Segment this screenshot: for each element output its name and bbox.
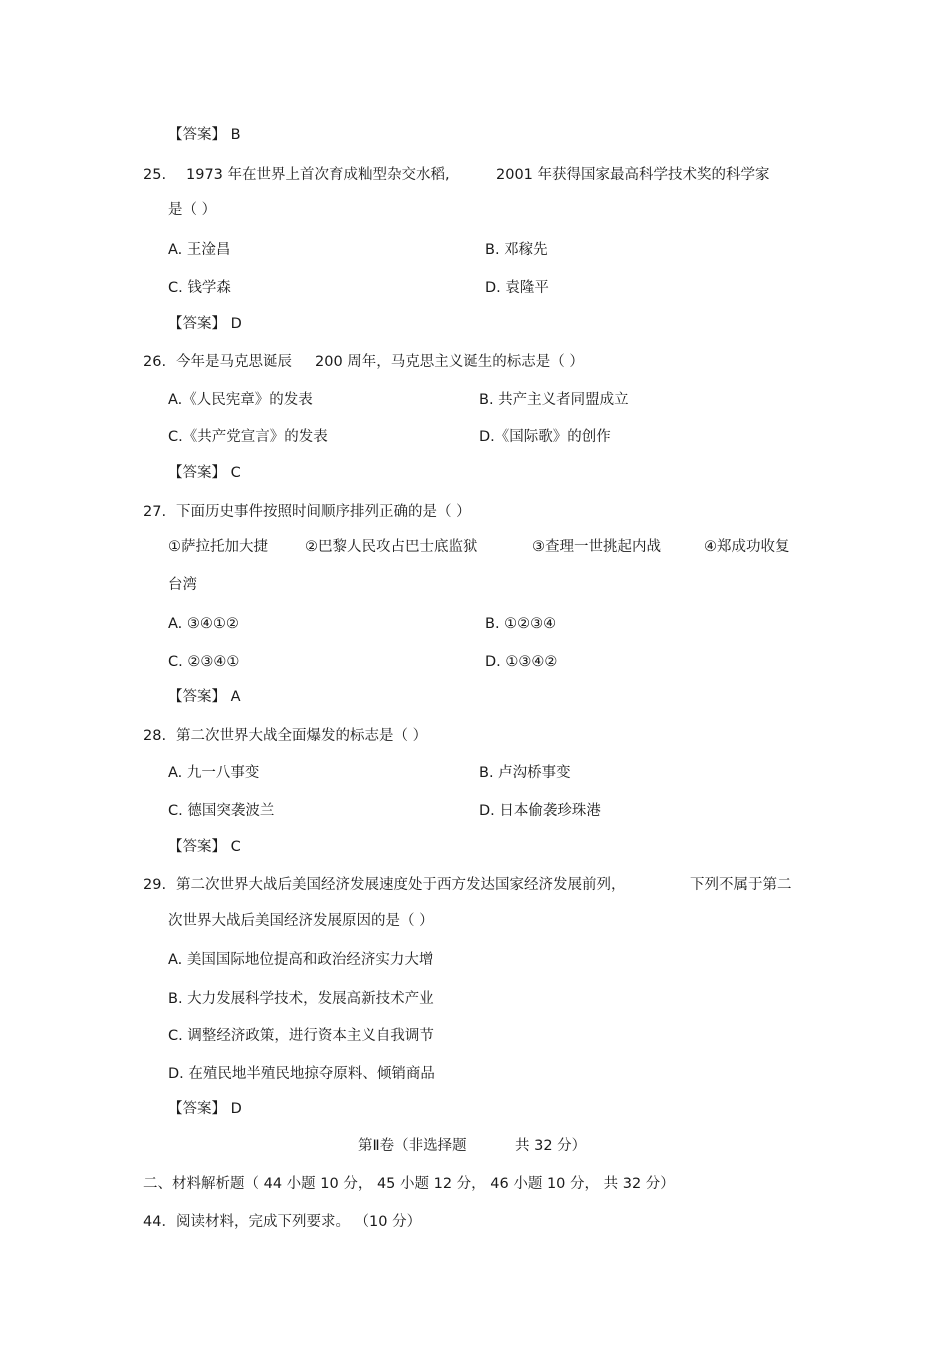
- section-question-type: 二、材料解析题（ 44 小题 10 分， 45 小题 12 分， 46 小题 10 分， 共 32 分）: [143, 1176, 675, 1192]
- question-28-text: 第二次世界大战全面爆发的标志是（ ）: [176, 728, 428, 744]
- question-27-event-1: ①萨拉托加大捷: [168, 539, 268, 555]
- question-29-option-b: B. 大力发展科学技术，发展高新技术产业: [168, 991, 434, 1007]
- question-29-text-part1: 第二次世界大战后美国经济发展速度处于西方发达国家经济发展前列，: [176, 877, 626, 893]
- question-44-text: 44．阅读材料，完成下列要求。 （10 分）: [143, 1214, 422, 1230]
- question-25-option-a: A. 王淦昌: [168, 242, 231, 258]
- question-27-number: 27.: [143, 504, 167, 520]
- answer-29: 【答案】 D: [168, 1101, 242, 1117]
- question-27-option-b: B. ①②③④: [485, 616, 557, 632]
- question-27-event-3: ③查理一世挑起内战: [532, 539, 661, 555]
- question-28-option-a: A. 九一八事变: [168, 765, 260, 781]
- question-28-option-b: B. 卢沟桥事变: [479, 765, 571, 781]
- question-28-option-d: D. 日本偷袭珍珠港: [479, 803, 601, 819]
- question-26-text-part1: 今年是马克思诞辰: [176, 354, 292, 370]
- question-26-option-a: A.《人民宪章》的发表: [168, 392, 313, 408]
- question-25-option-b: B. 邓稼先: [485, 242, 548, 258]
- question-25-number: 25.: [143, 167, 167, 183]
- question-26-number: 26.: [143, 354, 167, 370]
- answer-26: 【答案】 C: [168, 465, 241, 481]
- question-26-text-part2: 200 周年，马克思主义诞生的标志是（ ）: [315, 354, 584, 370]
- question-26-option-c: C.《共产党宣言》的发表: [168, 429, 328, 445]
- question-29-number: 29.: [143, 877, 167, 893]
- question-25-text-part2: 2001 年获得国家最高科学技术奖的科学家: [496, 167, 770, 183]
- question-25-option-d: D. 袁隆平: [485, 280, 549, 296]
- question-27-event-4: ④郑成功收复: [704, 539, 790, 555]
- question-28-option-c: C. 德国突袭波兰: [168, 803, 275, 819]
- question-25-option-c: C. 钱学森: [168, 280, 231, 296]
- question-27-text: 下面历史事件按照时间顺序排列正确的是（ ）: [176, 504, 471, 520]
- section-title-part1: 第Ⅱ卷（非选择题: [358, 1138, 467, 1154]
- question-26-option-d: D.《国际歌》的创作: [479, 429, 611, 445]
- question-27-option-c: C. ②③④①: [168, 654, 240, 670]
- answer-27: 【答案】 A: [168, 689, 241, 705]
- answer-24: 【答案】 B: [168, 127, 241, 143]
- question-27-option-a: A. ③④①②: [168, 616, 239, 632]
- answer-25: 【答案】 D: [168, 316, 242, 332]
- question-28-number: 28.: [143, 728, 167, 744]
- answer-28: 【答案】 C: [168, 839, 241, 855]
- question-29-text-cont: 次世界大战后美国经济发展原因的是（ ）: [168, 913, 434, 929]
- question-29-option-a: A. 美国国际地位提高和政治经济实力大增: [168, 952, 434, 968]
- question-27-option-d: D. ①③④②: [485, 654, 558, 670]
- question-29-option-c: C. 调整经济政策，进行资本主义自我调节: [168, 1028, 434, 1044]
- question-26-option-b: B. 共产主义者同盟成立: [479, 392, 629, 408]
- question-25-text-part1: 1973 年在世界上首次育成籼型杂交水稻,: [186, 167, 450, 183]
- section-title-part2: 共 32 分）: [515, 1138, 587, 1154]
- question-27-event-2: ②巴黎人民攻占巴士底监狱: [305, 539, 478, 555]
- question-29-text-part2: 下列不属于第二: [690, 877, 792, 893]
- question-27-text-cont: 台湾: [168, 577, 197, 593]
- question-29-option-d: D. 在殖民地半殖民地掠夺原料、倾销商品: [168, 1066, 435, 1082]
- question-25-text-cont: 是（ ）: [168, 202, 217, 218]
